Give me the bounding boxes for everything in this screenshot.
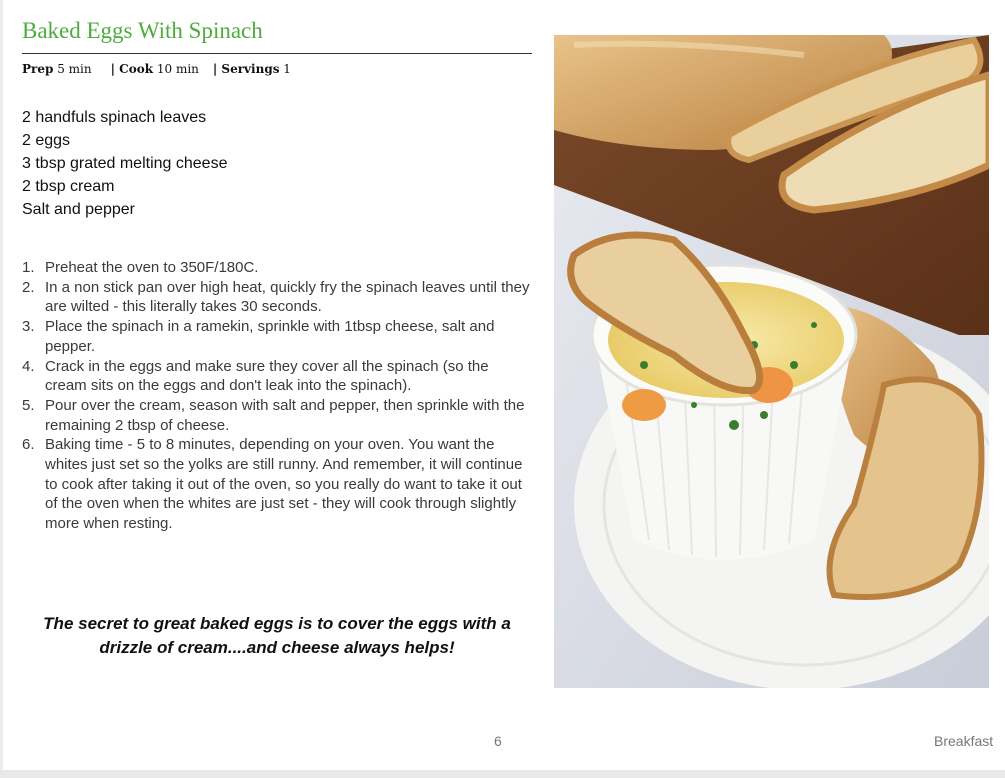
step-text: Preheat the oven to 350F/180C. bbox=[45, 259, 259, 276]
step-item bbox=[22, 258, 534, 278]
step-item bbox=[22, 396, 534, 435]
recipe-tip: The secret to great baked eggs is to cover the eggs with a drizzle of cream....and cheese always helps! bbox=[43, 614, 511, 657]
step-text: Place the spinach in a ramekin, sprinkle with 1tbsp cheese, salt and pepper. bbox=[45, 318, 495, 355]
step-number: 5. bbox=[22, 396, 35, 414]
step-item bbox=[22, 435, 534, 534]
step-number: 1. bbox=[22, 259, 35, 276]
step-item bbox=[22, 357, 534, 396]
baked-eggs-illustration bbox=[554, 35, 989, 688]
recipe-title: Baked Eggs With Spinach bbox=[22, 18, 263, 43]
prep-label: Prep bbox=[22, 62, 54, 76]
step-text: Crack in the eggs and make sure they cover all the spinach (so the cream sits on the eggs and don't leak into the spinach). bbox=[45, 357, 489, 395]
prep-value: 5 min bbox=[57, 62, 92, 76]
method-steps bbox=[22, 258, 534, 534]
cook-label: | Cook bbox=[110, 62, 154, 76]
ingredient-item: 3 tbsp grated melting cheese bbox=[22, 155, 228, 172]
step-number: 6. bbox=[22, 436, 35, 454]
servings-label: | Servings bbox=[212, 62, 280, 76]
page-number: 6 bbox=[494, 733, 502, 749]
step-number: 2. bbox=[22, 278, 35, 296]
step-item bbox=[22, 317, 534, 356]
ingredient-list bbox=[22, 106, 227, 221]
recipe-meta bbox=[22, 62, 291, 76]
ingredient-item: 2 handfuls spinach leaves bbox=[22, 109, 207, 126]
step-item bbox=[22, 278, 534, 317]
ingredient-item: Salt and pepper bbox=[22, 201, 135, 218]
ingredient-item: 2 eggs bbox=[22, 132, 71, 149]
step-text: Baking time - 5 to 8 minutes, depending on your oven. You want the whites just set so the yolks are still runny. And remember, it will continue to cook after taking it out of the oven, so you really do want to take it out of the oven when the whites are just set - they will cook through slightly more when resting. bbox=[45, 436, 523, 533]
page-edge-bottom bbox=[0, 770, 1005, 778]
step-text: In a non stick pan over high heat, quickly fry the spinach leaves until they are wilted - this literally takes 30 seconds. bbox=[45, 278, 530, 316]
cook-value: 10 min bbox=[156, 62, 199, 76]
step-number: 3. bbox=[22, 318, 35, 336]
step-number: 4. bbox=[22, 357, 35, 375]
ingredient-item: 2 tbsp cream bbox=[22, 178, 115, 195]
food-photo bbox=[554, 35, 989, 688]
title-divider bbox=[22, 53, 532, 54]
page-edge-left bbox=[0, 0, 3, 778]
step-text: Pour over the cream, season with salt and pepper, then sprinkle with the remaining 2 tbsp of cheese. bbox=[45, 396, 525, 434]
section-label: Breakfast bbox=[934, 733, 994, 749]
servings-value: 1 bbox=[283, 62, 291, 76]
